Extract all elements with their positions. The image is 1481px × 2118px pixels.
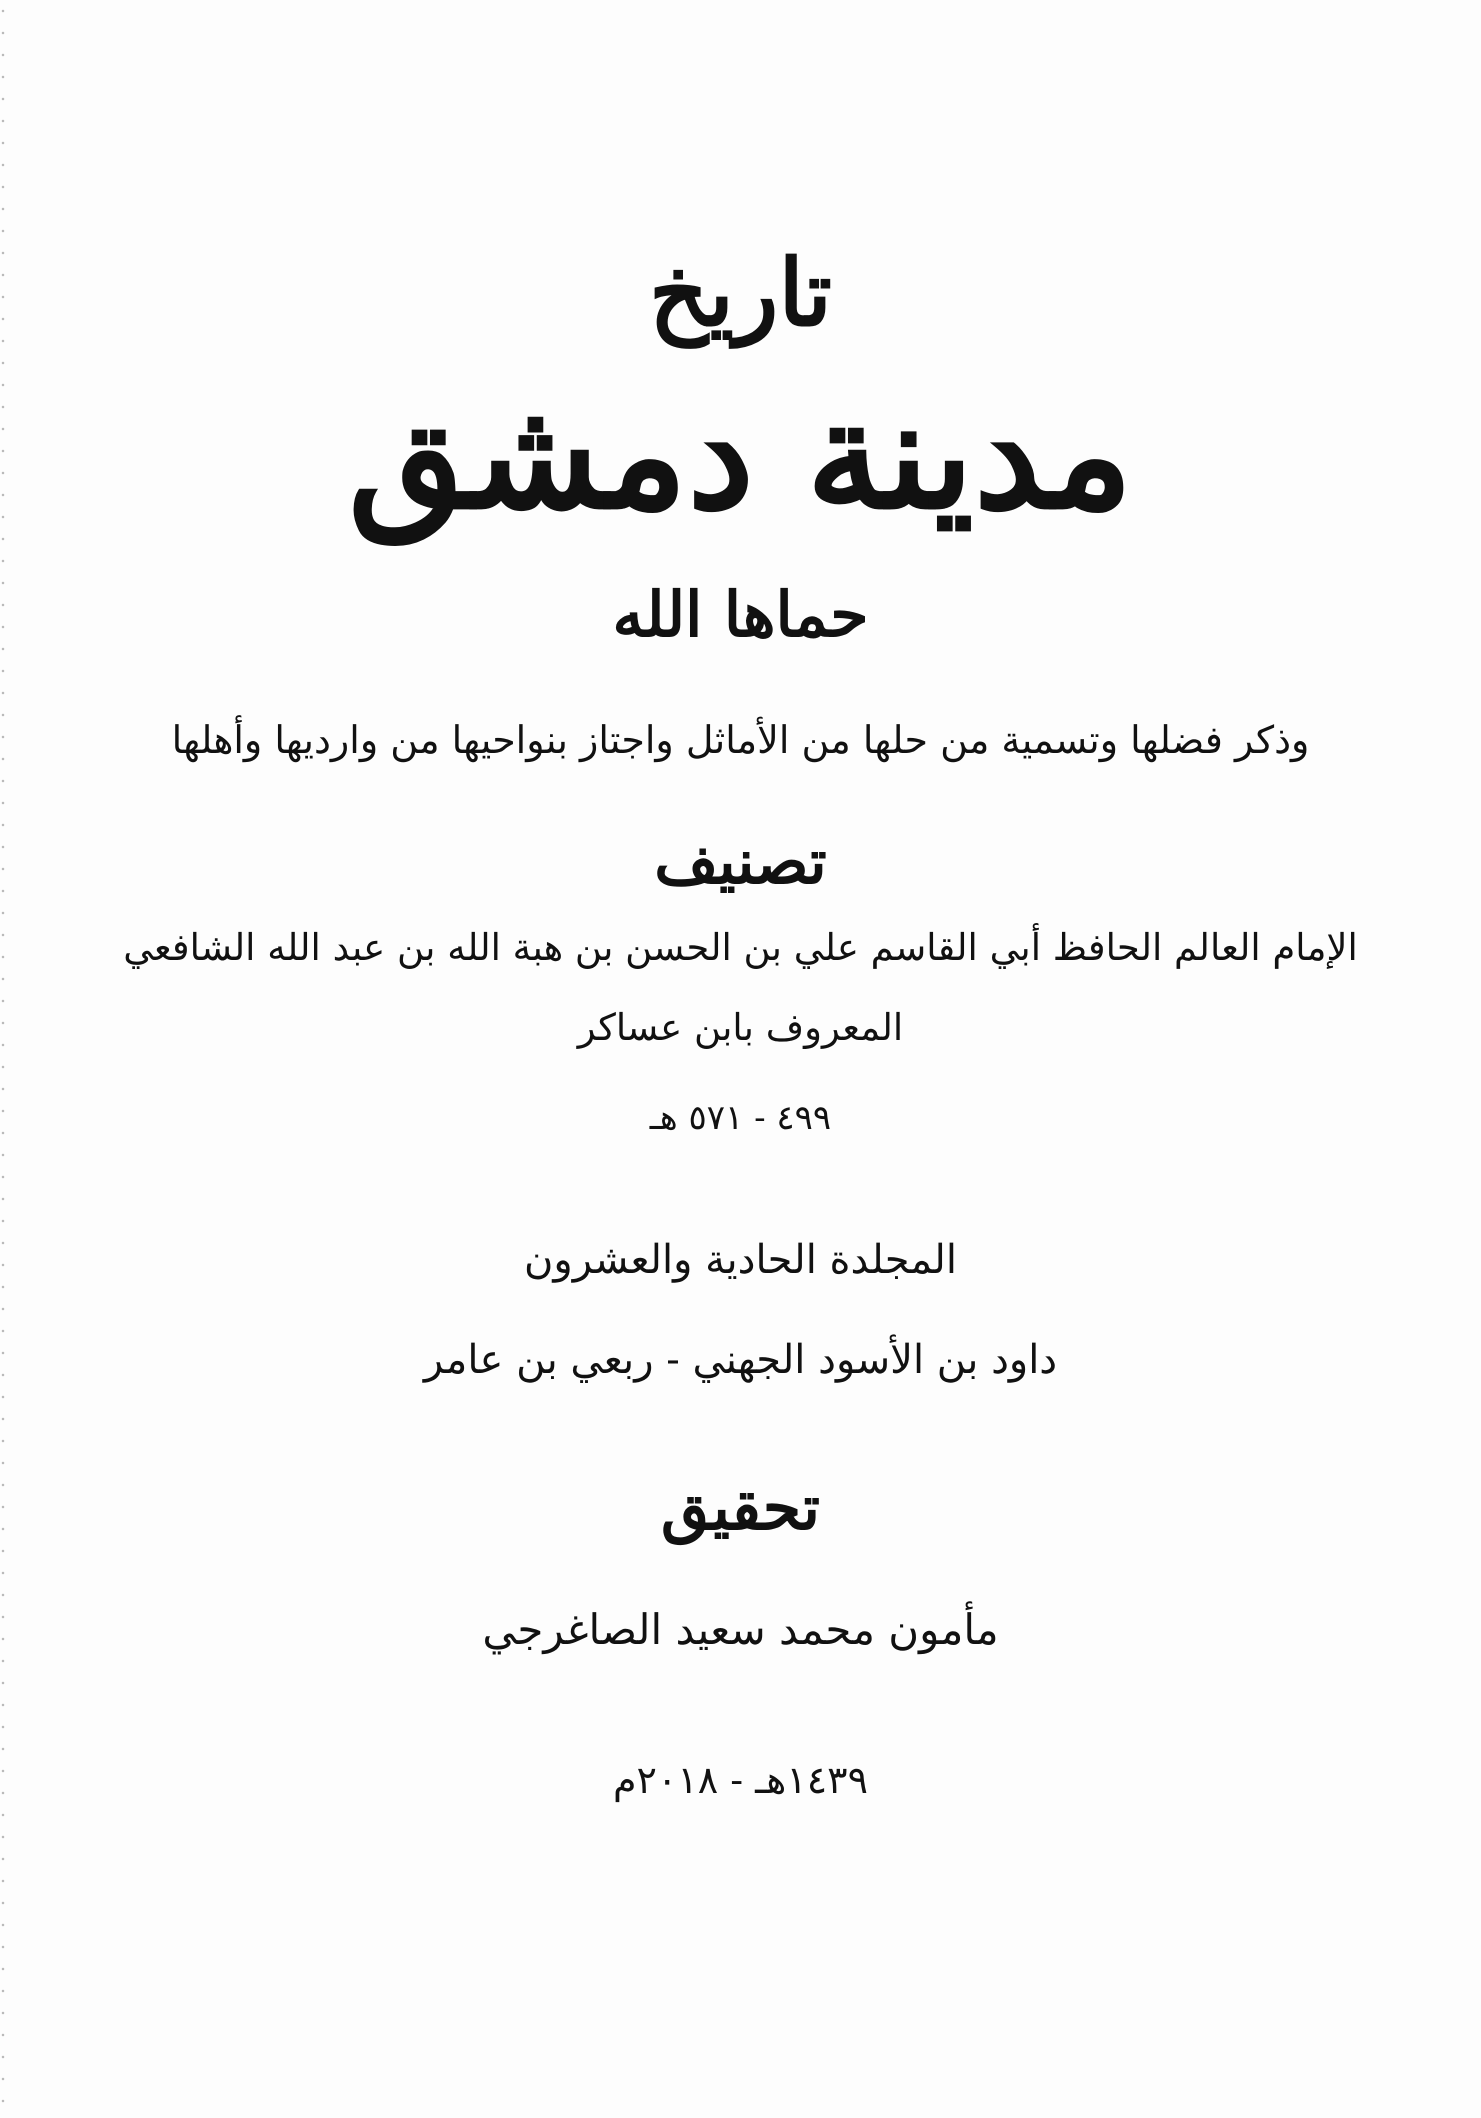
publication-year: ١٤٣٩هـ - ٢٠١٨م (613, 1758, 868, 1802)
editor-label: تحقيق (660, 1471, 821, 1544)
book-description: وذكر فضلها وتسمية من حلها من الأماثل واجتاز بنواحيها من وارديها وأهلها (171, 718, 1310, 762)
author-name: الإمام العالم الحافظ أبي القاسم علي بن الحسن بن هبة الله بن عبد الله الشافعي (123, 926, 1358, 969)
editor-name: مأمون محمد سعيد الصاغرجي (482, 1605, 999, 1654)
author-known-as: المعروف بابن عساكر (577, 1006, 904, 1049)
authorship-label: تصنيف (654, 825, 827, 898)
book-title-main: مدينة دمشق (348, 367, 1133, 543)
volume-range: داود بن الأسود الجهني - ربعي بن عامر (423, 1337, 1058, 1383)
book-title-blessing: حماها الله (612, 578, 869, 651)
volume-name: المجلدة الحادية والعشرون (524, 1237, 957, 1283)
book-title-line1: تاريخ (648, 239, 833, 347)
author-dates: ٤٩٩ - ٥٧١ هـ (649, 1098, 832, 1138)
